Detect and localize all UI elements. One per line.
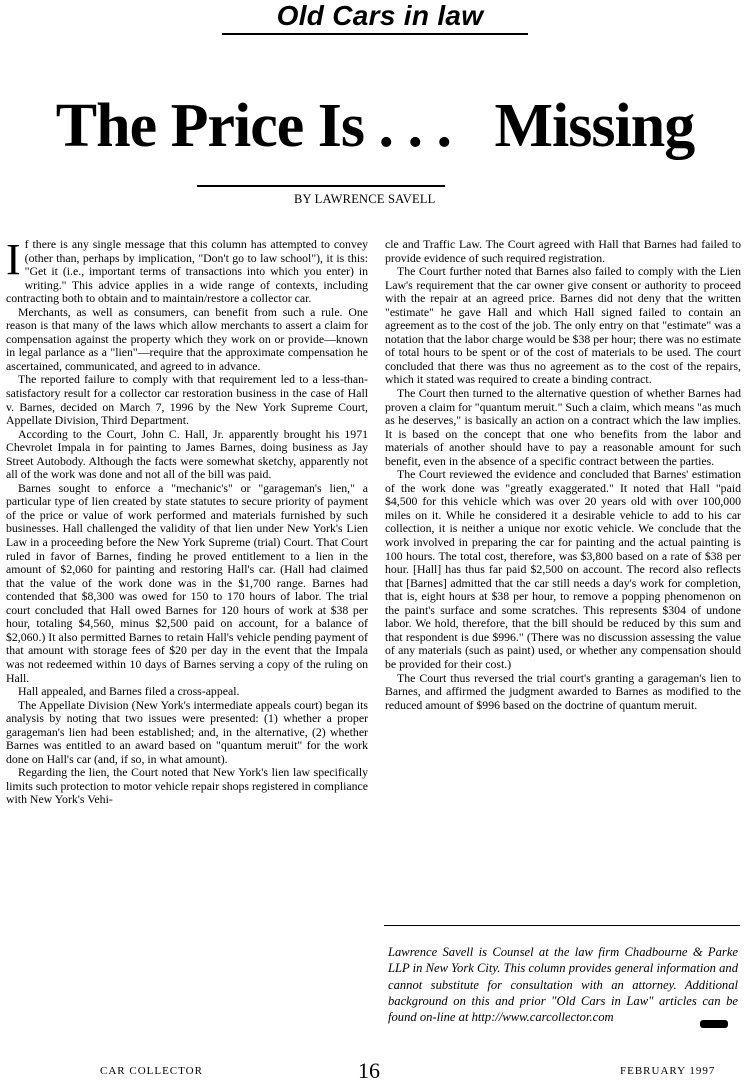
author-note-rule bbox=[384, 925, 740, 926]
column-header bbox=[200, 0, 560, 36]
paragraph: The Court reviewed the evidence and concluded that Barnes' estimation of the work done was "greatly exaggerated." It noted that Hall "paid $4,500 for this vehicle which was over 20 years old with over 100,000 miles on it. While he considered it a desirable vehicle to add to his car collection, it is neither a unique nor exotic vehicle. We conclude that the work involved in preparing the car for painting and the actual painting is 100 hours. The total cost, therefore, was $3,800 based on a rate of $38 per hour. [Hall] has thus far paid $2,500 on account. The record also reflects that [Barnes] admitted that the car still needs a day's work for completion, that is, eight hours at $38 per hour, to remove a popping phenomenon on the paint's surface and some scratches. This represents $304 of undone labor. We hold, therefore, that the bill should be reduced by this sum and that respondent is due $996." (There was no discussion assessing the value of any materials (such as paint) used, or whether any compensation should be provided for their cost.) bbox=[385, 467, 741, 671]
byline: BY LAWRENCE SAVELL bbox=[294, 192, 436, 206]
paragraph: The Court further noted that Barnes also failed to comply with the Lien Law's requirement that the car owner give consent or authority to proceed with the repair at an agreed price. Barnes did not deny that the written "estimate" he gave Hall and which Hall signed failed to contain an agreement as to the cost of the job. The only entry on that "estimate" was a notation that the labor charge would be $38 per hour; there was no estimate of total hours to be spent or of the cost of materials to be used. The court concluded that there was thus no agreement as to the cost of the repairs, which it stated was required to create a binding contract. bbox=[385, 264, 741, 387]
paragraph: cle and Traffic Law. The Court agreed with Hall that Barnes had failed to provide evidence of such required registration. bbox=[385, 237, 741, 265]
drop-cap: I bbox=[6, 235, 21, 284]
paragraph: According to the Court, John C. Hall, Jr. apparently brought his 1971 Chevrolet Impala in for painting to James Barnes, doing business as Jay Street Autobody. Although the facts were somewhat sketchy, apparently not all of the work was done and not all of the bill was paid. bbox=[6, 426, 368, 482]
header-rule bbox=[222, 33, 528, 35]
paragraph: Barnes sought to enforce a "mechanic's" or "garageman's lien," a particular type of lien created by state statutes to secure priority of payment of the price or value of work performed and materials furnished by such businesses. Hall challenged the validity of that lien under New York's Lien Law in a proceeding before the New York Supreme (trial) Court. That Court ruled in favor of Barnes, finding he proved entitlement to a lien in the amount of $2,060 for painting and restoring Hall's car. (Hall had claimed that the value of the work done was in the $1,700 range. Barnes had contended that $8,300 was owed for 150 to 170 hours of labor. The trial court concluded that Hall owed Barnes for 120 hours of work at $38 per hour, totaling $4,560, minus $2,500 paid on account, for a balance of $2,060.) It also permitted Barnes to retain Hall's vehicle pending payment of that amount with storage fees of $20 per day in the event that the Impala was not redeemed within 10 days of Barnes serving a copy of the ruling on Hall. bbox=[6, 480, 368, 685]
paragraph: Hall appealed, and Barnes filed a cross-appeal. bbox=[18, 684, 240, 699]
footer-date: FEBRUARY 1997 bbox=[620, 1065, 716, 1077]
paragraph: Regarding the lien, the Court noted that New York's lien law specifically limits such protection to motor vehicle repair shops registered in compliance with New York's Vehi- bbox=[6, 765, 368, 807]
paragraph: The Court then turned to the alternative question of whether Barnes had proven a claim for "quantum meruit." Such a claim, which means "as much as he deserves," is basically an action on a contract which the law implies. It is based on the concept that one who benefits from the labor and materials of another should have to pay a reasonable amount for such benefit, even in the absence of a specific contract between the parties. bbox=[385, 386, 741, 468]
paragraph bbox=[6, 235, 368, 306]
column-title: Old Cars in law bbox=[276, 0, 484, 31]
footer-publication: CAR COLLECTOR bbox=[100, 1065, 203, 1077]
page-number: 16 bbox=[358, 1058, 380, 1083]
byline-rule bbox=[197, 185, 445, 187]
paragraph: The reported failure to comply with that requirement led to a less-than-satisfactory result for a collector car restoration business in the case of Hall v. Barnes, decided on March 7, 1996 by the New York Supreme Court, Appellate Division, Third Department. bbox=[6, 372, 368, 428]
paragraph: Merchants, as well as consumers, can benefit from such a rule. One reason is that many of the laws which allow merchants to assert a claim for compensation against the property which they work on or provide—known in legal parlance as a "lien"—require that the approximate compensation he ascertained, communicated, and agreed to in advance. bbox=[6, 304, 368, 373]
paragraph: The Court thus reversed the trial court's granting a garageman's lien to Barnes, and affirmed the judgment awarded to Barnes as modified to the reduced amount of $996 based on the doctrine of quantum meruit. bbox=[385, 670, 741, 712]
article-headline: The Price Is . . . Missing bbox=[55, 92, 695, 160]
article-column-left bbox=[6, 235, 368, 807]
article-column-right bbox=[385, 238, 741, 712]
paragraph: The Appellate Division (New York's intermediate appeals court) began its analysis by noting that two issues were presented: (1) whether a proper garageman's lien had been established; and, in the alternative, (2) whether Barnes was entitled to an award based on "quantum meruit" for the work done on Hall's car (and, if so, in what amount). bbox=[6, 697, 368, 766]
end-mark-icon bbox=[700, 1020, 728, 1028]
paragraph-text: f there is any single message that this column has attempted to convey (other than, perhaps by implication, "Don't go to law school"), it is this: "Get it (i.e., important terms of transactions into which you enter) in writing." This advice applies in a wide range of contexts, including contracting both to obtain and to maintain/restore a collector car. bbox=[6, 237, 368, 306]
author-note: Lawrence Savell is Counsel at the law firm Chadbourne & Parke LLP in New York City. This column provides general information and cannot substitute for consultation with an attorney. Additional background on this and prior "Old Cars in Law" articles can be found on-line at http://www.carcollector.com bbox=[388, 945, 738, 1025]
